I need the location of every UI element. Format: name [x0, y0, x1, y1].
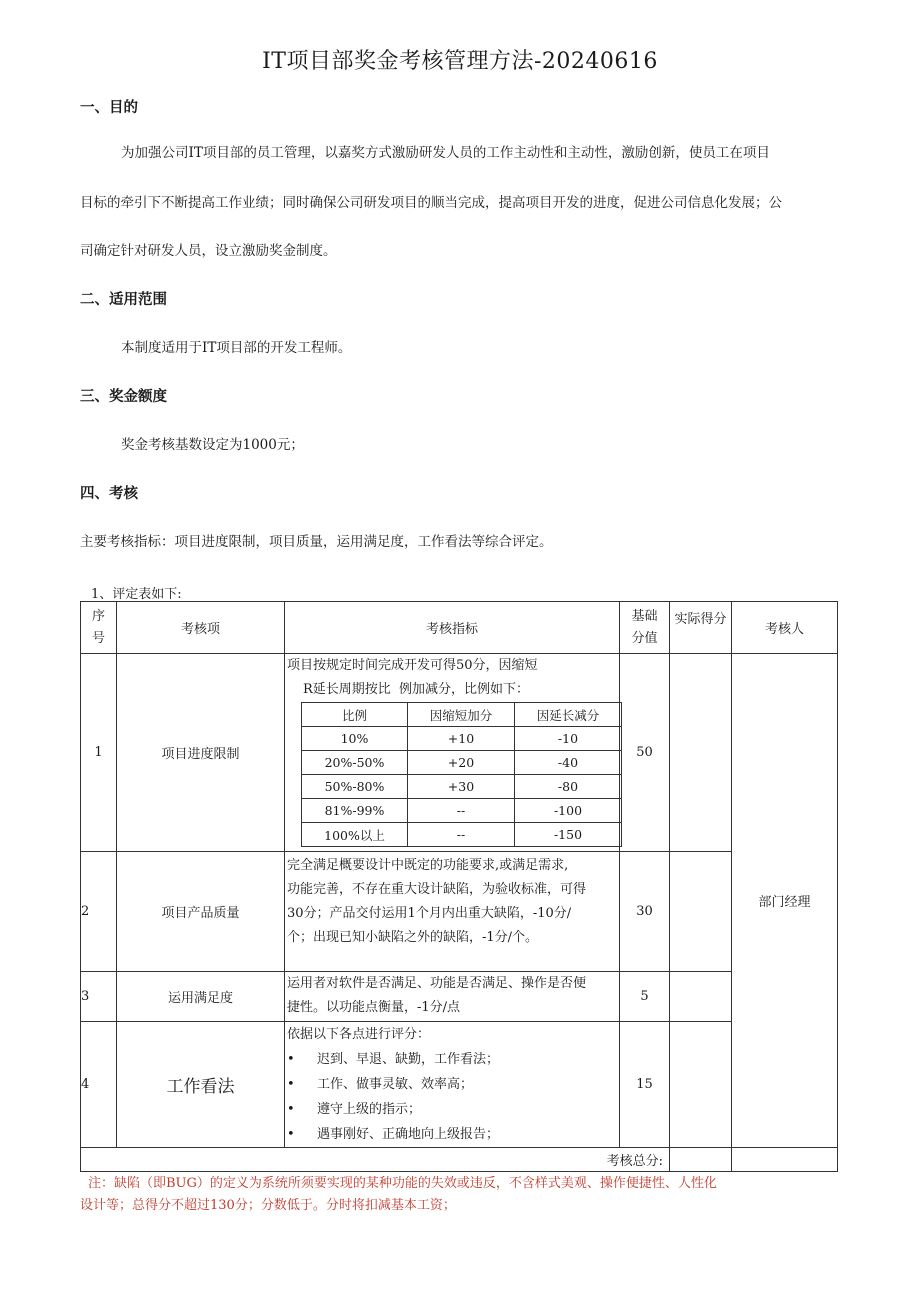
row-1-indicator-line-2: R延长周期按比 例加减分，比例如下： [303, 682, 530, 697]
table-row [81, 654, 838, 852]
list-item: • 工作、做事灵敏、效率高； [285, 1072, 619, 1097]
list-item: • 遵守上级的指示； [285, 1097, 619, 1122]
note-line-1: 注：缺陷（即BUG）的定义为系统所须要实现的某种功能的失效或违反，不含样式美观、操作便捷性、人性化 [88, 1176, 717, 1191]
header-indicator: 考核指标 [285, 602, 620, 654]
purpose-text-line-1: 为加强公司IT项目部的员工管理，以嘉奖方式激励研发人员的工作主动性和主动性，激励创新，使员工在项目 [121, 145, 770, 161]
row-3-base-score: 5 [620, 972, 670, 1022]
row-2-actual-score [670, 852, 732, 972]
page-title: IT项目部奖金考核管理方法-20240616 [262, 49, 658, 74]
table-row [81, 1022, 838, 1148]
table-row [81, 972, 838, 1022]
row-2-indicator: 完全满足概要设计中既定的功能要求,或满足需求, 功能完善，不存在重大设计缺陷，为验收标准，可得 30分；产品交付运用1个月内出重大缺陷，-10分/ 个；出现已知小缺陷之外的缺陷，-1分/个。 [285, 852, 620, 972]
list-item: • 迟到、早退、缺勤，工作看法； [285, 1047, 619, 1072]
row-1-seq: 1 [81, 654, 117, 852]
section-heading-scope: 二、适用范围 [80, 292, 167, 308]
header-seq: 序 号 [81, 602, 117, 654]
assessor-cell: 部门经理 [732, 654, 838, 1148]
row-3-item: 运用满足度 [117, 972, 285, 1022]
table-header-row [81, 602, 838, 654]
bullet-icon: • [287, 1102, 295, 1117]
table-row [81, 852, 838, 972]
subtable-header-row: 比例 因缩短加分 因延长减分 [302, 703, 622, 727]
purpose-text-line-3: 司确定针对研发人员，设立激励奖金制度。 [80, 243, 337, 259]
header-actual-score: 实际得分 [670, 602, 732, 654]
row-2-seq: 2 [81, 852, 117, 972]
row-3-seq: 3 [81, 972, 117, 1022]
row-4-base-score: 15 [620, 1022, 670, 1148]
header-item: 考核项 [117, 602, 285, 654]
list-item: • 遇事刚好、正确地向上级报告； [285, 1122, 619, 1147]
subtable-row: 50%-80% +30 -80 [302, 775, 622, 799]
bullet-icon: • [287, 1052, 295, 1067]
row-4-actual-score [670, 1022, 732, 1148]
row-3-indicator: 运用者对软件是否满足、功能是否满足、操作是否便 捷性。以功能点衡量，-1分/点 [285, 972, 620, 1022]
row-1-base-score: 50 [620, 654, 670, 852]
row-4-item: 工作看法 [117, 1022, 285, 1148]
row-2-item: 项目产品质量 [117, 852, 285, 972]
row-1-indicator-line-1: 项目按规定时间完成开发可得50分，因缩短 [287, 658, 538, 673]
header-base-score: 基础 分值 [620, 602, 670, 654]
section-heading-bonus-amount: 三、奖金额度 [80, 389, 167, 405]
row-4-indicator [285, 1022, 620, 1148]
note-line-2: 设计等；总得分不超过130分；分数低于。分时将扣减基本工资； [80, 1198, 456, 1213]
header-assessor: 考核人 [732, 602, 838, 654]
bullet-icon: • [287, 1077, 295, 1092]
section-heading-assessment: 四、考核 [80, 486, 138, 502]
subtable-row: 20%-50% +20 -40 [302, 751, 622, 775]
row-1-item: 项目进度限制 [117, 654, 285, 852]
scope-text: 本制度适用于IT项目部的开发工程师。 [121, 340, 352, 356]
assessment-table [80, 601, 838, 1172]
row-2-base-score: 30 [620, 852, 670, 972]
row-1-actual-score [670, 654, 732, 852]
section-heading-purpose: 一、目的 [80, 100, 138, 116]
bonus-amount-text: 奖金考核基数设定为1000元； [121, 437, 304, 453]
row-4-seq: 4 [81, 1022, 117, 1148]
table-caption: 1、评定表如下: [91, 587, 182, 602]
subtable-row: 10% +10 -10 [302, 727, 622, 751]
row-3-actual-score [670, 972, 732, 1022]
subtable-row: 81%-99% -- -100 [302, 799, 622, 823]
ratio-subtable [301, 702, 622, 847]
purpose-text-line-2: 目标的牵引下不断提高工作业绩；同时确保公司研发项目的顺当完成，提高项目开发的进度，促进公司信息化发展；公 [80, 195, 782, 211]
subtable-row: 100%以上 -- -150 [302, 823, 622, 847]
assessment-text: 主要考核指标：项目进度限制，项目质量，运用满足度，工作看法等综合评定。 [80, 534, 553, 550]
row-4-indicator-intro: 依据以下各点进行评分： [287, 1027, 431, 1042]
total-actual-score [670, 1148, 732, 1172]
total-label: 考核总分: [81, 1148, 670, 1172]
total-row [81, 1148, 838, 1172]
row-1-indicator [285, 654, 620, 852]
bullet-icon: • [287, 1127, 295, 1142]
total-assessor [732, 1148, 838, 1172]
